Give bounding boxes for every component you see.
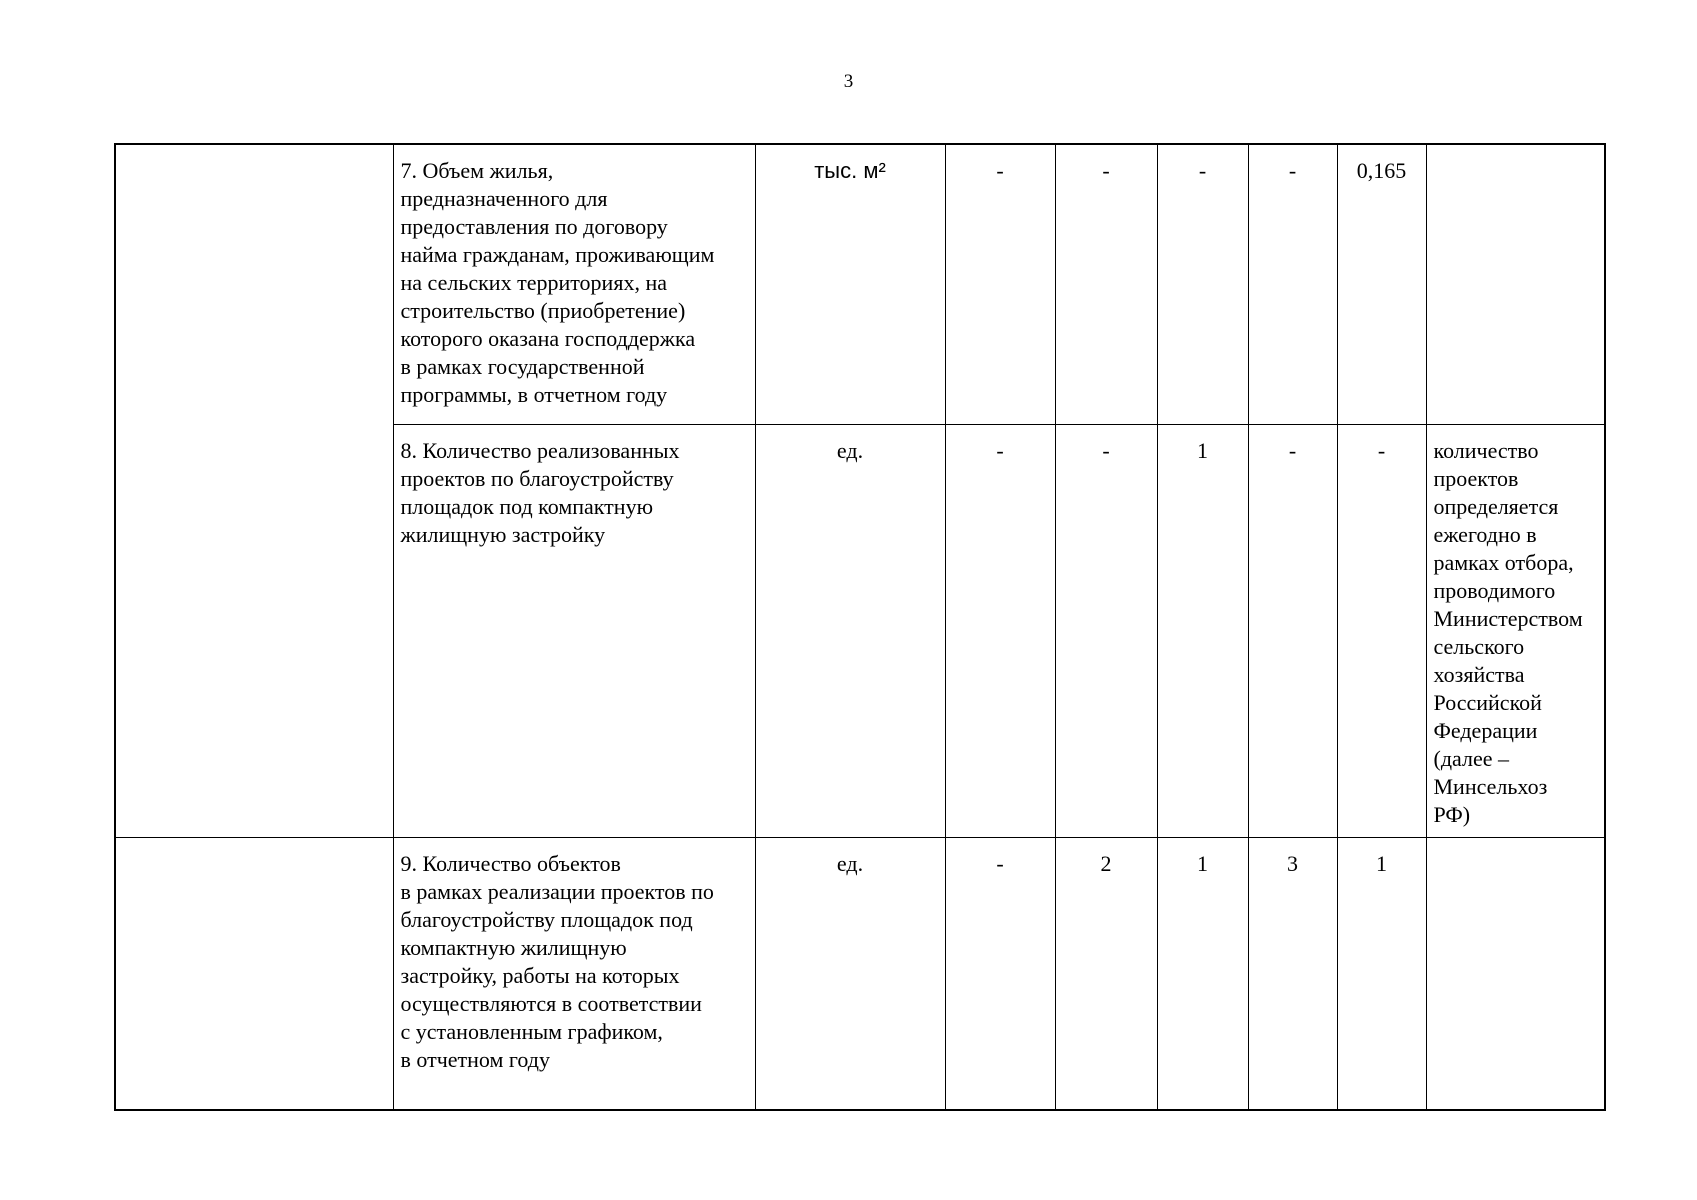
unit-cell: ед. bbox=[755, 837, 945, 1110]
value-cell: - bbox=[1055, 144, 1157, 424]
value-cell: 1 bbox=[1337, 837, 1426, 1110]
indicator-cell: 9. Количество объектов в рамках реализации проектов по благоустройству площадок под компактную жилищную застройку, работы на которых осуществляются в соответствии с установленным графиком, в отчетном году bbox=[393, 837, 755, 1110]
value-cell: - bbox=[945, 837, 1055, 1110]
value-cell: 1 bbox=[1157, 837, 1248, 1110]
unit-cell: ед. bbox=[755, 424, 945, 837]
value-cell: - bbox=[1337, 424, 1426, 837]
note-cell: количество проектов определяется ежегодно в рамках отбора, проводимого Министерством сельского хозяйства Российской Федерации (далее – Минсельхоз РФ) bbox=[1426, 424, 1605, 837]
note-cell bbox=[1426, 837, 1605, 1110]
value-cell: - bbox=[1157, 144, 1248, 424]
indicator-cell: 8. Количество реализованных проектов по благоустройству площадок под компактную жилищную застройку bbox=[393, 424, 755, 837]
indicators-table bbox=[114, 143, 1606, 1111]
value-cell: 3 bbox=[1248, 837, 1337, 1110]
value-cell: - bbox=[945, 144, 1055, 424]
value-cell: - bbox=[1248, 144, 1337, 424]
value-cell: 1 bbox=[1157, 424, 1248, 837]
group-cell bbox=[115, 837, 393, 1110]
value-cell: 2 bbox=[1055, 837, 1157, 1110]
value-cell: 0,165 bbox=[1337, 144, 1426, 424]
value-cell: - bbox=[1248, 424, 1337, 837]
table-row bbox=[115, 144, 1605, 424]
group-cell bbox=[115, 144, 393, 837]
note-cell bbox=[1426, 144, 1605, 424]
page-number: 3 bbox=[843, 71, 854, 92]
unit-cell: тыс. м² bbox=[755, 144, 945, 424]
indicator-cell: 7. Объем жилья, предназначенного для предоставления по договору найма гражданам, проживающим на сельских территориях, на строительство (приобретение) которого оказана господдержка в рамках государственной программы, в отчетном году bbox=[393, 144, 755, 424]
value-cell: - bbox=[1055, 424, 1157, 837]
value-cell: - bbox=[945, 424, 1055, 837]
table-row bbox=[115, 837, 1605, 1110]
